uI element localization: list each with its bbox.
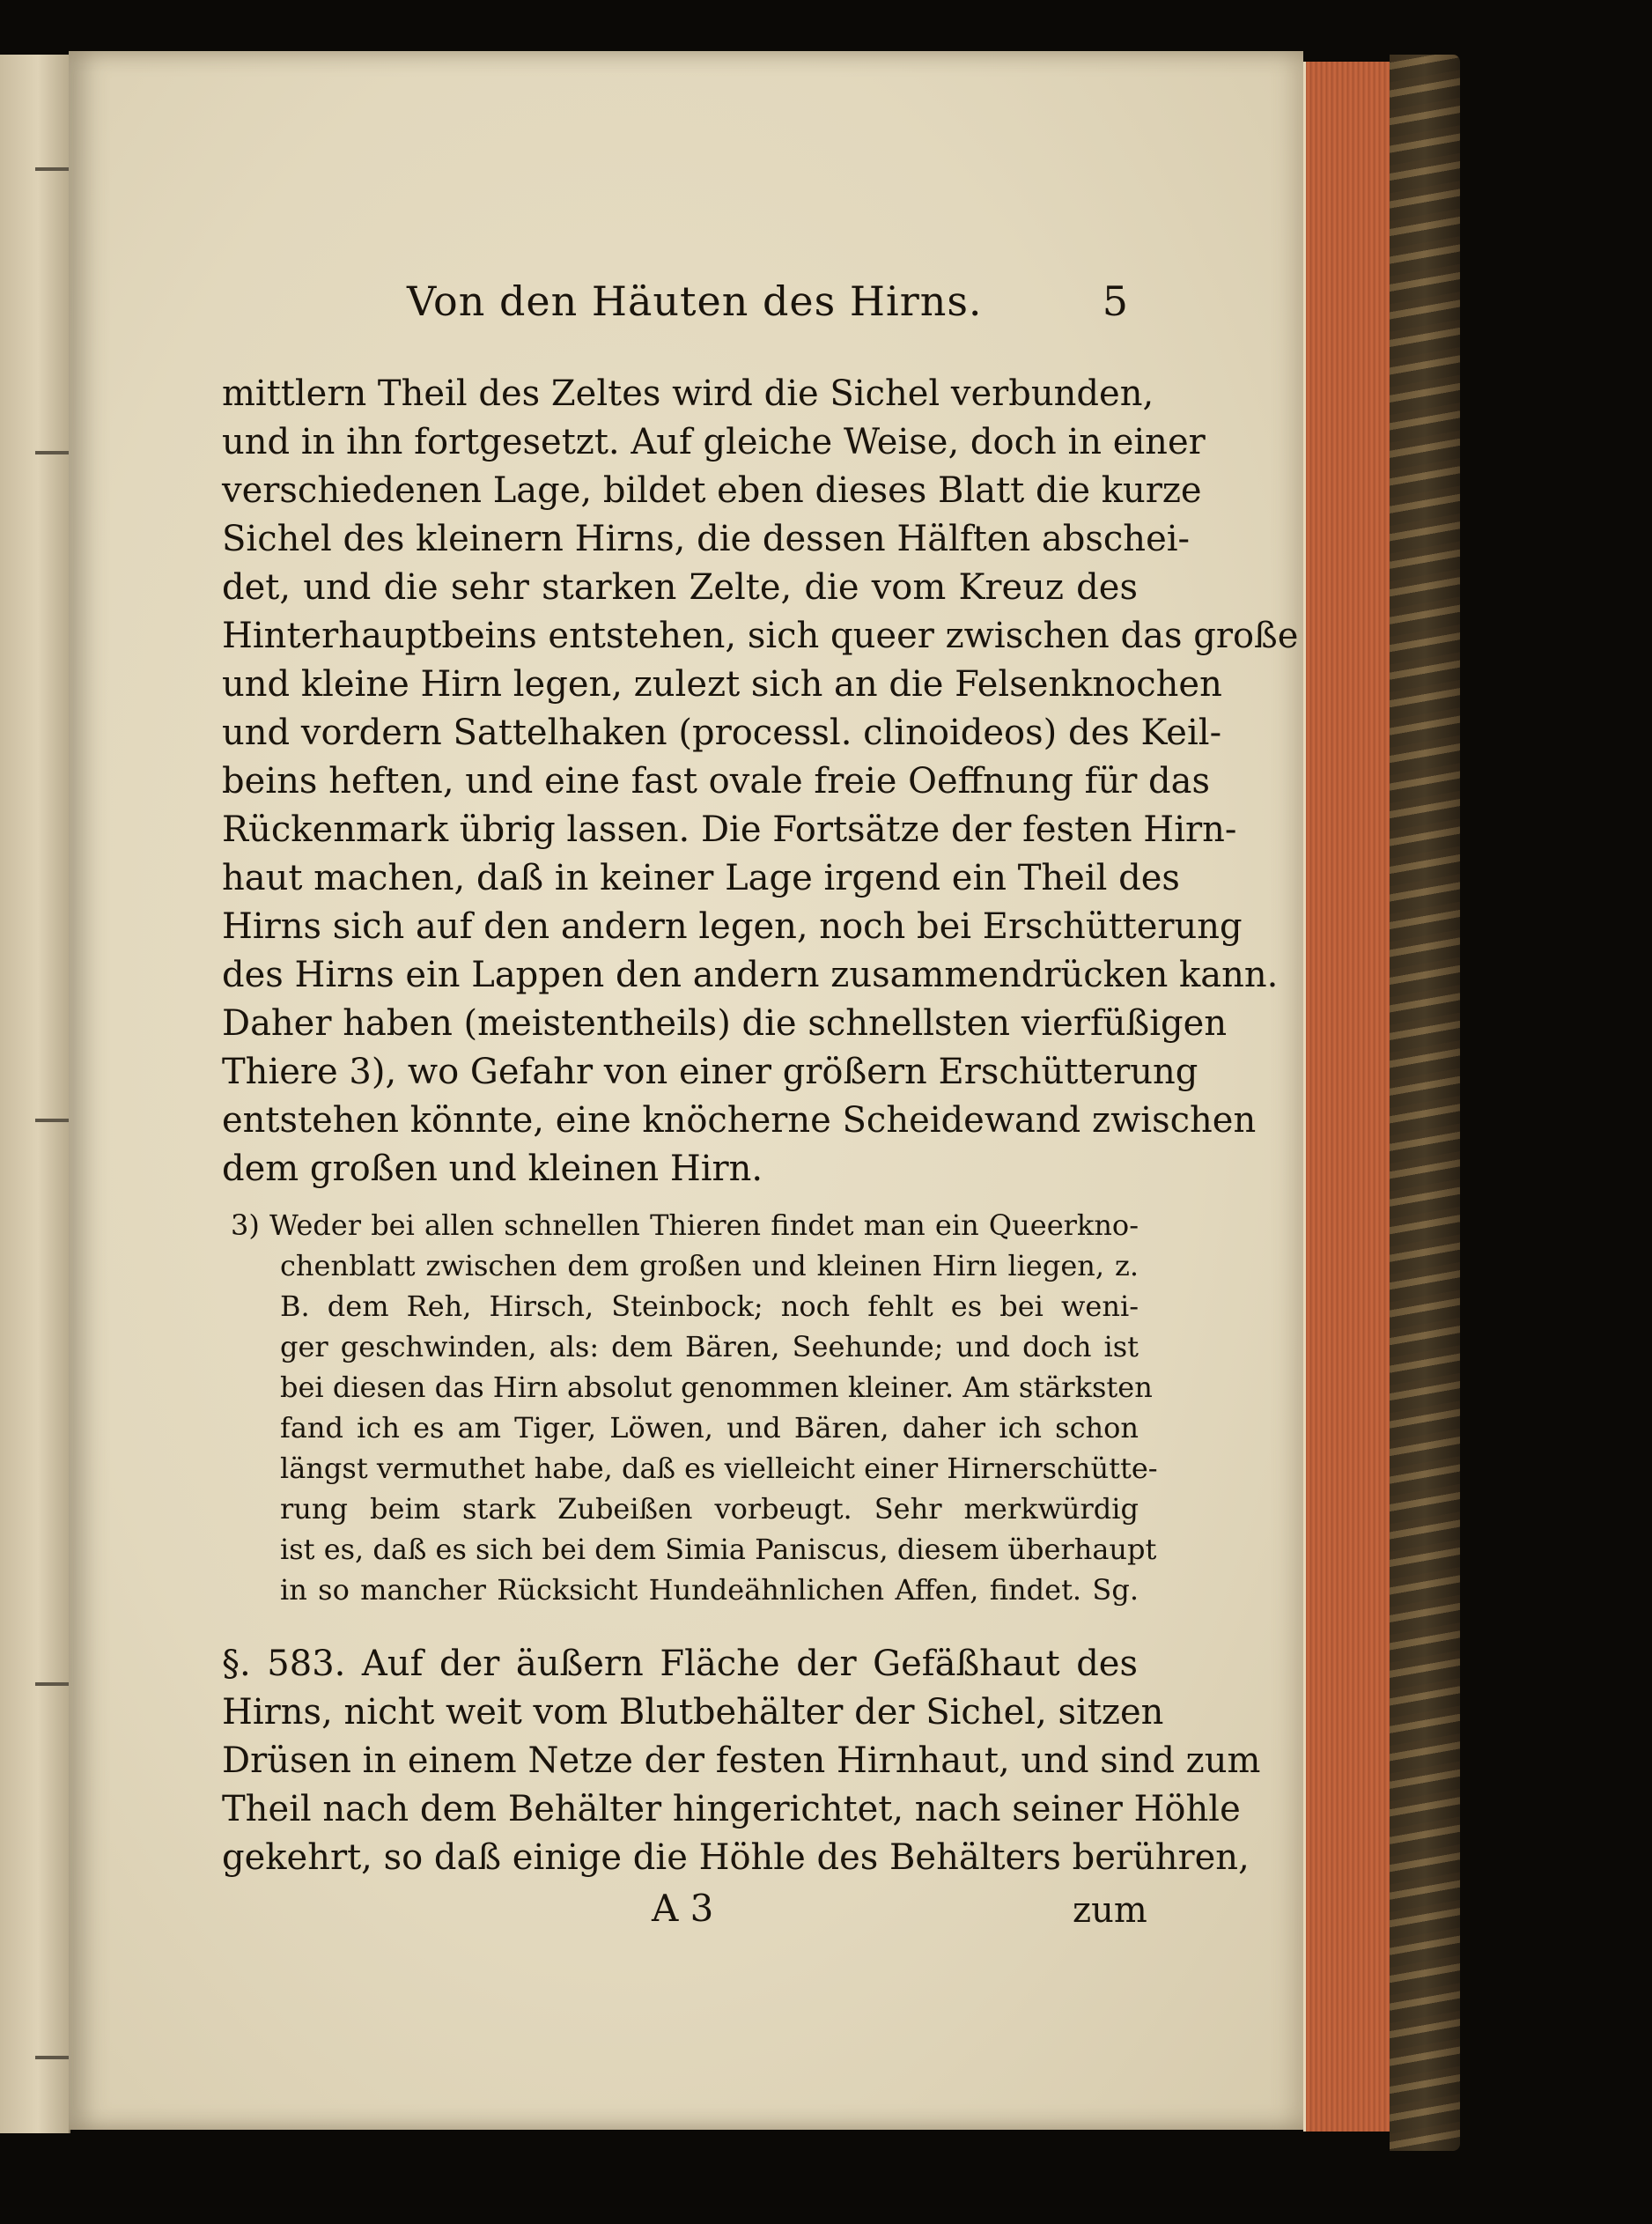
running-title: Von den Häuten des Hirns.: [407, 277, 983, 325]
text-line: dem großen und kleinen Hirn.: [222, 1149, 763, 1189]
footnote-line: chenblatt zwischen dem großen und kleinen Hirn liegen, z.: [280, 1249, 1139, 1282]
text-line: Rückenmark übrig lassen. Die Fortsätze der festen Hirn-: [222, 809, 1237, 850]
running-header: [407, 277, 1129, 339]
text-line: Hinterhauptbeins entstehen, sich queer zwischen das große: [222, 616, 1299, 656]
footnote-line: B. dem Reh, Hirsch, Steinbock; noch fehlt es bei weni-: [280, 1289, 1139, 1323]
footnote-line: ger geschwinden, als: dem Bären, Seehunde; und doch ist: [280, 1330, 1139, 1363]
text-line: entstehen könnte, eine knöcherne Scheidewand zwischen: [222, 1100, 1257, 1141]
footnote-line: 3) Weder bei allen schnellen Thieren findet man ein Queerkno-: [231, 1208, 1139, 1242]
text-line: des Hirns ein Lappen den andern zusammendrücken kann.: [222, 955, 1279, 995]
text-line: und kleine Hirn legen, zulezt sich an die Felsenknochen: [222, 664, 1222, 705]
text-line: Thiere 3), wo Gefahr von einer größern Erschütterung: [222, 1052, 1198, 1092]
footnote-line: längst vermuthet habe, daß es vielleicht einer Hirnerschütte-: [280, 1452, 1158, 1485]
signature-mark: A 3: [652, 1887, 714, 1930]
book-cover: [1390, 55, 1460, 2151]
text-line: haut machen, daß in keiner Lage irgend ein Theil des: [222, 858, 1180, 898]
text-line: verschiedenen Lage, bildet eben dieses Blatt die kurze: [222, 470, 1202, 511]
footnote-line: in so mancher Rücksicht Hundeähnlichen Affen, findet. Sg.: [280, 1573, 1139, 1607]
footnote-line: ist es, daß es sich bei dem Simia Paniscus, diesem überhaupt: [280, 1533, 1157, 1566]
text-line: Sichel des kleinern Hirns, die dessen Hälften abschei-: [222, 519, 1191, 559]
facing-page-edge: [0, 55, 70, 2133]
text-line: gekehrt, so daß einige die Höhle des Behälters berühren,: [222, 1837, 1250, 1878]
text-line: det, und die sehr starken Zelte, die vom Kreuz des: [222, 567, 1138, 608]
text-line: Hirns, nicht weit vom Blutbehälter der Sichel, sitzen: [222, 1692, 1164, 1733]
text-line: Hirns sich auf den andern legen, noch bei Erschütterung: [222, 906, 1243, 947]
text-line: Theil nach dem Behälter hingerichtet, nach seiner Höhle: [222, 1789, 1241, 1829]
page-edges: [1303, 62, 1394, 2132]
text-line: und in ihn fortgesetzt. Auf gleiche Weise, doch in einer: [222, 422, 1206, 462]
text-line: beins heften, und eine fast ovale freie Oeffnung für das: [222, 761, 1211, 802]
footnote-line: fand ich es am Tiger, Löwen, und Bären, daher ich schon: [280, 1411, 1139, 1444]
page-number: 5: [1102, 277, 1129, 325]
footnote-line: rung beim stark Zubeißen vorbeugt. Sehr merkwürdig: [280, 1492, 1139, 1526]
text-line: Drüsen in einem Netze der festen Hirnhaut, und sind zum: [222, 1740, 1261, 1781]
text-line: und vordern Sattelhaken (processl. clinoideos) des Keil-: [222, 713, 1222, 753]
text-line: Daher haben (meistentheils) die schnellsten vierfüßigen: [222, 1003, 1228, 1044]
text-line: §. 583. Auf der äußern Fläche der Gefäßhaut des: [222, 1644, 1138, 1684]
footnote-line: bei diesen das Hirn absolut genommen kleiner. Am stärksten: [280, 1371, 1153, 1404]
text-line: mittlern Theil des Zeltes wird die Sichel verbunden,: [222, 373, 1154, 414]
catchword: zum: [1073, 1890, 1147, 1931]
